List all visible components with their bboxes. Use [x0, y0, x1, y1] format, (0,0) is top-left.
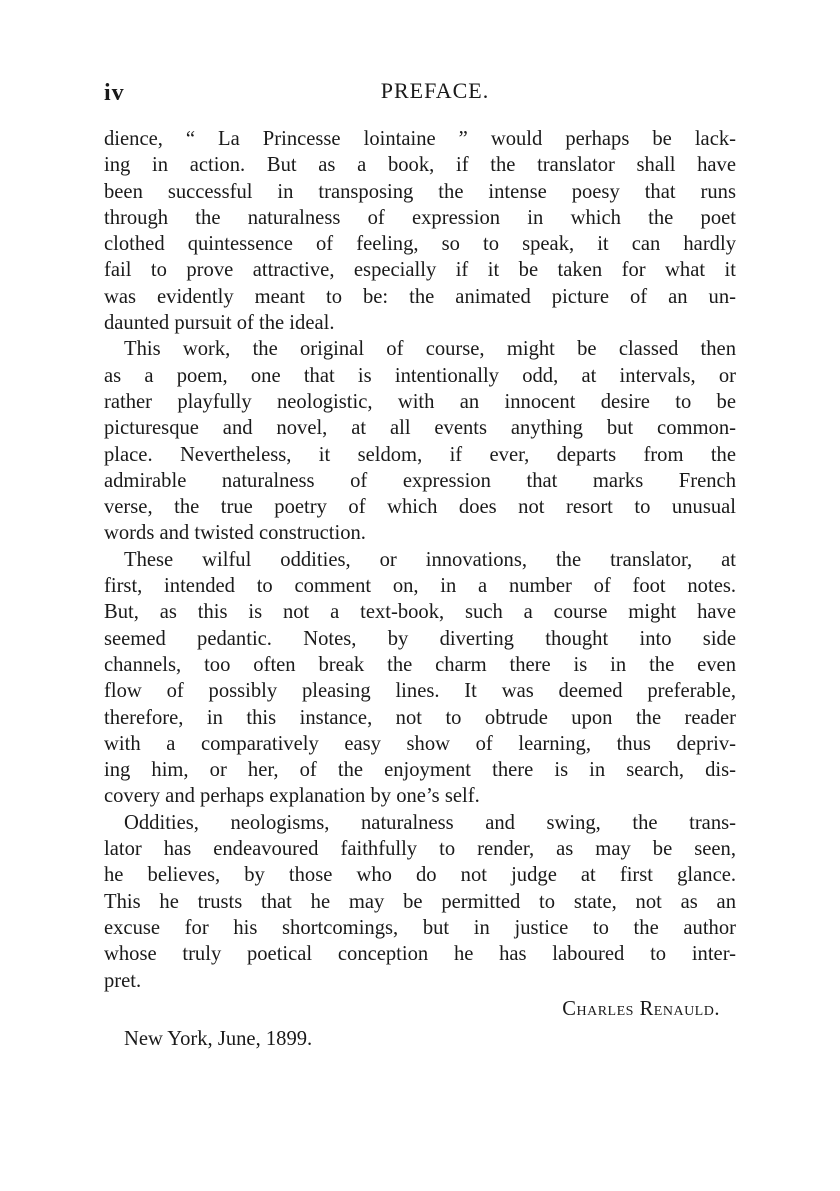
text-line: covery and perhaps explanation by one’s self.	[104, 785, 480, 808]
page-title: PREFACE.	[380, 78, 490, 103]
text-line: This he trusts that he may be permitted to state, not as an	[104, 890, 736, 913]
text-line: This work, the original of course, might be classed then	[124, 338, 736, 361]
text-line: whose truly poetical conception he has laboured to inter-	[104, 943, 736, 966]
text-line: he believes, by those who do not judge at first glance.	[104, 864, 736, 887]
text-line: place. Nevertheless, it seldom, if ever, departs from the	[104, 443, 736, 466]
paragraph	[104, 547, 736, 810]
text-line: dience, “ La Princesse lointaine ” would perhaps be lack-	[104, 128, 736, 150]
text-line: with a comparatively easy show of learning, thus depriv-	[104, 732, 736, 755]
text-line: Oddities, neologisms, naturalness and swing, the trans-	[124, 811, 736, 834]
text-line: been successful in transposing the intense poesy that runs	[104, 180, 736, 203]
text-line: excuse for his shortcomings, but in justice to the author	[104, 916, 736, 939]
text-line: verse, the true poetry of which does not resort to unusual	[104, 496, 736, 519]
text-line: clothed quintessence of feeling, so to speak, it can hardly	[104, 233, 736, 256]
paragraph	[104, 810, 736, 994]
text-line: seemed pedantic. Notes, by diverting thought into side	[104, 627, 736, 650]
paragraph	[104, 126, 736, 336]
text-line: admirable naturalness of expression that marks French	[104, 469, 736, 492]
running-head	[104, 78, 736, 108]
author-signature: Charles Renauld.	[562, 997, 720, 1020]
text-line: But, as this is not a text-book, such a course might have	[104, 601, 736, 624]
page-number: iv	[104, 80, 125, 106]
text-line: words and twisted construction.	[104, 522, 366, 545]
text-line: ing him, or her, of the enjoyment there is in search, dis-	[104, 759, 736, 782]
text-line: picturesque and novel, at all events anything but common-	[104, 417, 736, 440]
text-line: pret.	[104, 969, 142, 992]
text-line: first, intended to comment on, in a number of foot notes.	[104, 575, 736, 598]
text-line: These wilful oddities, or innovations, the translator, at	[124, 548, 736, 571]
text-line: rather playfully neologistic, with an innocent desire to be	[104, 390, 736, 413]
text-line: as a poem, one that is intentionally odd, at intervals, or	[104, 364, 736, 387]
text-line: channels, too often break the charm there is in the even	[104, 653, 736, 676]
text-line: fail to prove attractive, especially if it be taken for what it	[104, 259, 736, 282]
text-line: was evidently meant to be: the animated picture of an un-	[104, 285, 736, 308]
text-line: lator has endeavoured faithfully to render, as may be seen,	[104, 838, 736, 861]
dateline: New York, June, 1899.	[124, 1028, 313, 1051]
text-line: through the naturalness of expression in which the poet	[104, 206, 736, 229]
book-page	[104, 78, 736, 1052]
text-line: ing in action. But as a book, if the translator shall have	[104, 154, 736, 177]
text-line: daunted pursuit of the ideal.	[104, 312, 335, 335]
text-line: therefore, in this instance, not to obtrude upon the reader	[104, 706, 736, 729]
paragraph	[104, 336, 736, 546]
preface-body	[104, 126, 736, 994]
text-line: flow of possibly pleasing lines. It was deemed preferable,	[104, 680, 736, 703]
